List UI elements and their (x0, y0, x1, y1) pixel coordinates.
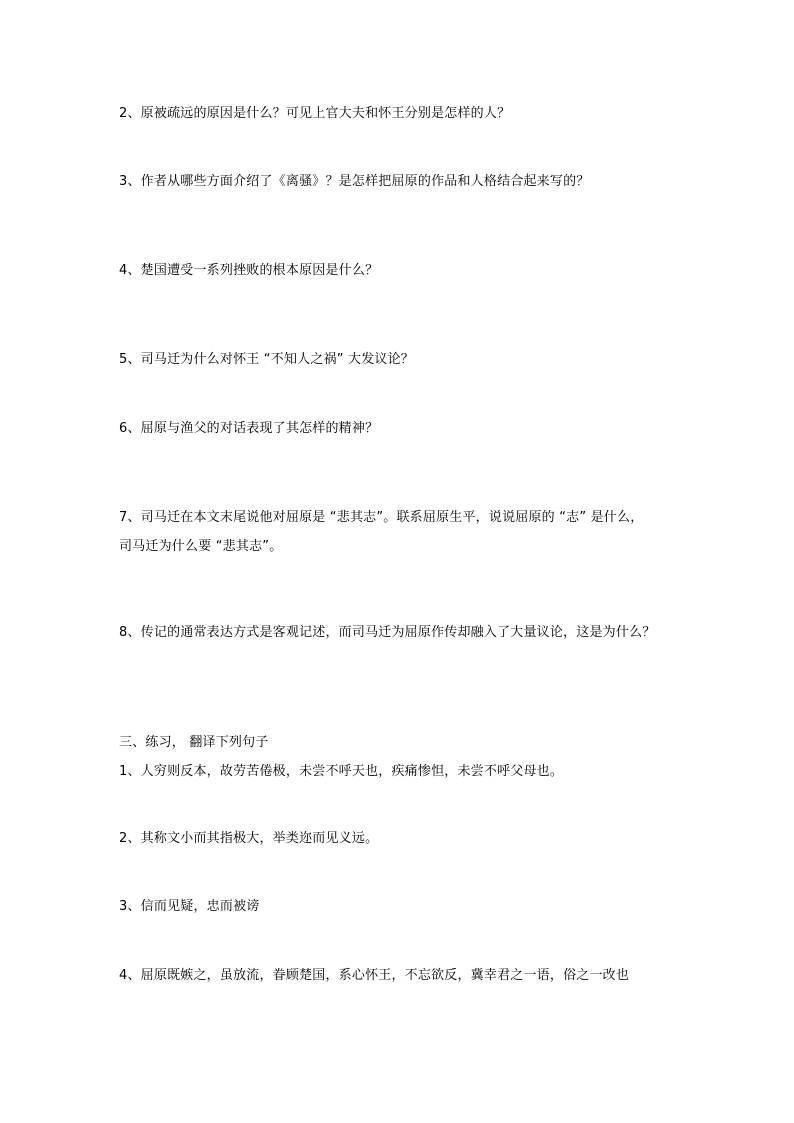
question-3: 3、作者从哪些方面介绍了《离骚》？是怎样把屈原的作品和人格结合起来写的？ (119, 174, 590, 189)
question-7-line-1: 7、司马迁在本文末尾说他对屈原是 “悲其志”。联系屈原生平，说说屈原的 “志” 是什么， (119, 510, 644, 525)
translation-item-3: 3、信而见疑，忠而被谤 (119, 899, 260, 914)
translation-item-1: 1、人穷则反本，故劳苦倦极，未尝不呼天也，疾痛惨怛，未尝不呼父母也。 (119, 764, 564, 779)
question-8: 8、传记的通常表达方式是客观记述，而司马迁为屈原作传却融入了大量议论，这是为什么？ (119, 625, 656, 640)
question-4: 4、楚国遭受一系列挫败的根本原因是什么？ (119, 263, 379, 278)
question-6: 6、屈原与渔父的对话表现了其怎样的精神？ (119, 421, 379, 436)
question-5: 5、司马迁为什么对怀王 “不知人之祸” 大发议论？ (119, 352, 415, 367)
translation-item-2: 2、其称文小而其指极大，举类迩而见义远。 (119, 831, 379, 846)
question-7-line-2: 司马迁为什么要 “悲其志”。 (119, 539, 283, 554)
section-3-heading: 三、练习， 翻译下列句子 (119, 735, 269, 750)
translation-item-4: 4、屈原既嫉之，虽放流，眷顾楚国，系心怀王，不忘欲反，冀幸君之一语，俗之一改也 (119, 968, 630, 983)
question-2: 2、原被疏远的原因是什么？可见上官大夫和怀王分别是怎样的人？ (119, 106, 511, 121)
